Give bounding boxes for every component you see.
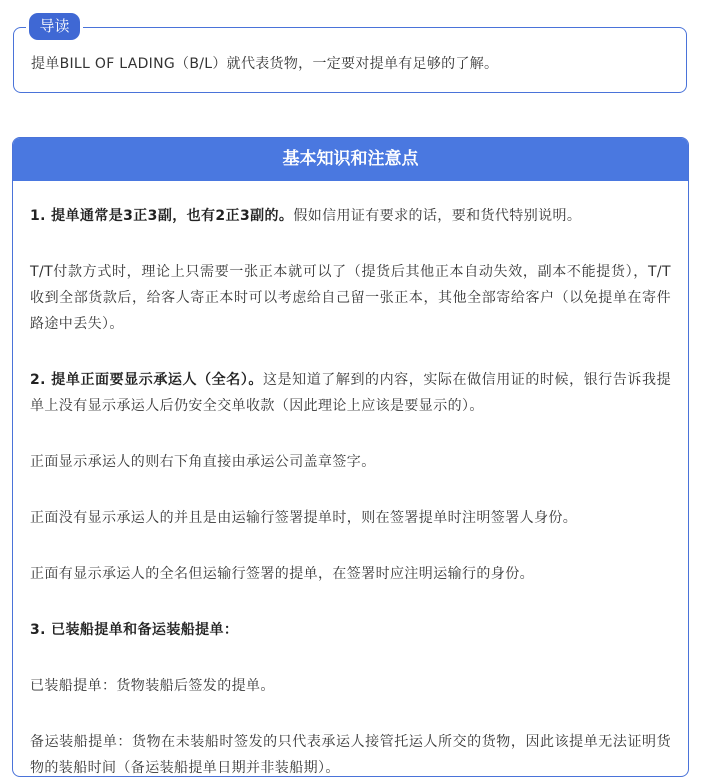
paragraph-shipped-bl: 已装船提单：货物装船后签发的提单。 xyxy=(30,678,275,694)
section-title: 基本知识和注意点 xyxy=(13,138,688,181)
intro-tag: 导读 xyxy=(29,13,80,40)
paragraph-carrier xyxy=(30,367,671,419)
paragraph-tt-payment: T/T付款方式时，理论上只需要一张正本就可以了（提货后其他正本自动失效，副本不能提货），T/T收到全部货款后，给客人寄正本时可以考虑给自己留一张正本，其他全部寄给客户（以免提单在寄件路途中丢失）。 xyxy=(30,264,671,332)
paragraph-carrier-text: 这是知道了解到的内容，实际在做信用证的时候，银行告诉我提单上没有显示承运人后仍安全交单收款（因此理论上应该是要显示的）。 xyxy=(30,372,671,414)
intro-text: 提单BILL OF LADING（B/L）就代表货物，一定要对提单有足够的了解。 xyxy=(31,56,499,72)
knowledge-section xyxy=(12,137,689,777)
paragraph-received-bl: 备运装船提单：货物在未装船时签发的只代表承运人接管托运人所交的货物，因此该提单无法证明货物的装船时间（备运装船提单日期并非装船期）。 xyxy=(30,734,671,776)
paragraph-forwarder-signed: 正面有显示承运人的全名但运输行签署的提单，在签署时应注明运输行的身份。 xyxy=(30,566,534,582)
paragraph-carrier-heading: 2. 提单正面要显示承运人（全名）。 xyxy=(30,372,263,388)
paragraph-copies xyxy=(30,203,671,229)
paragraph-carrier-not-shown: 正面没有显示承运人的并且是由运输行签署提单时，则在签署提单时注明签署人身份。 xyxy=(30,510,578,526)
paragraph-shipped-heading xyxy=(30,617,671,643)
paragraph-copies-heading: 1. 提单通常是3正3副，也有2正3副的。 xyxy=(30,208,294,224)
intro-box xyxy=(13,17,687,93)
section-body xyxy=(13,181,688,777)
shipped-heading: 3. 已装船提单和备运装船提单： xyxy=(30,622,239,638)
paragraph-copies-text: 假如信用证有要求的话，要和货代特别说明。 xyxy=(293,208,582,224)
paragraph-carrier-shown: 正面显示承运人的则右下角直接由承运公司盖章签字。 xyxy=(30,454,376,470)
